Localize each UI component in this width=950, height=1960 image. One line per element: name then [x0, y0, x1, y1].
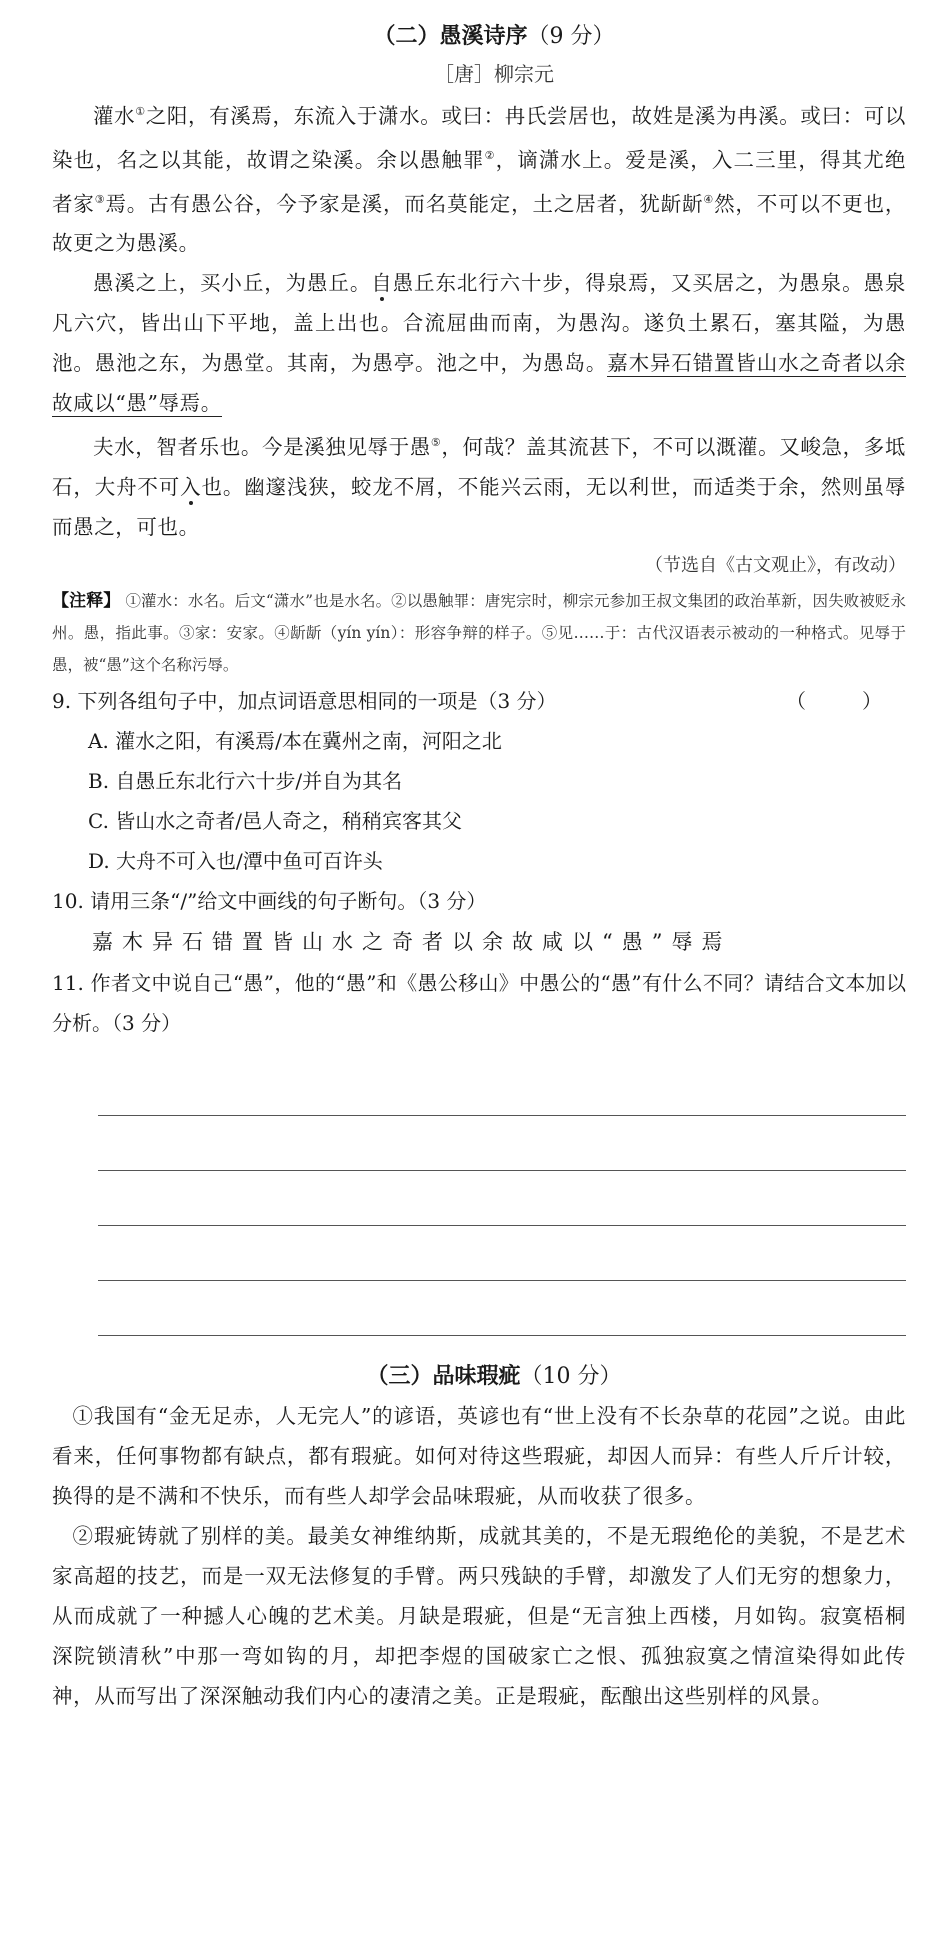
passage-paragraph-3: 夫水，智者乐也。今是溪独见辱于愚⑤，何哉？盖其流甚下，不可以溉灌。又峻急，多坻石，大舟不可入也。幽邃浅狭，蛟龙不屑，不能兴云雨，无以利世，而适类于余，然则虽辱而愚之，可也。 — [52, 435, 906, 540]
answer-line[interactable] — [98, 1281, 906, 1336]
passage-paragraph-1: 灌水①之阳，有溪焉，东流入于潇水。或曰：冉氏尝居也，故姓是溪为冉溪。或曰：可以染也，名之以其能，故谓之染溪。余以愚触罪②，谪潇水上。爱是溪，入二三里，得其尤绝者家③焉。古有愚公谷，今予家是溪，而名莫能定，土之居者，犹龂龂④然，不可以不更也，故更之为愚溪。 — [52, 103, 906, 256]
q11-answer-area[interactable] — [98, 1061, 906, 1336]
section2-score: （9 分） — [527, 24, 615, 49]
question-11-stem: 11. 作者文中说自己“愚”，他的“愚”和《愚公移山》中愚公的“愚”有什么不同？请结合文本加以分析。（3 分） — [52, 971, 906, 1036]
section3-paragraph-1: ①我国有“金无足赤，人无完人”的谚语，英谚也有“世上没有不长杂草的花园”之说。由此看来，任何事物都有缺点，都有瑕疵。如何对待这些瑕疵，却因人而异：有些人斤斤计较，换得的是不满和不快乐，而有些人却学会品味瑕疵，从而收获了很多。 — [52, 1404, 906, 1509]
question-10-stem: 10. 请用三条“/”给文中画线的句子断句。（3 分） — [52, 889, 487, 914]
dotted-word: 自 — [371, 271, 393, 296]
section2-title — [82, 16, 906, 56]
answer-line[interactable] — [98, 1061, 906, 1116]
annotations-label: 【注释】 — [52, 591, 121, 612]
answer-paren[interactable]: （ ） — [786, 689, 900, 714]
section3-title-text: （三）品味瑕疵 — [366, 1363, 521, 1390]
note-marker-3: ③ — [94, 192, 106, 206]
q9-option-c[interactable]: C. 皆山水之奇者/邑人奇之，稍稍宾客其父 — [88, 809, 463, 834]
section2-title-text: （二）愚溪诗序 — [373, 23, 528, 49]
note-marker-2: ② — [484, 148, 496, 162]
section3-title — [82, 1356, 906, 1396]
q9-option-a[interactable]: A. 灌水之阳，有溪焉/本在冀州之南，河阳之北 — [88, 729, 502, 754]
section2-author: ［唐］柳宗元 — [434, 62, 554, 86]
note-marker-1: ① — [135, 105, 146, 118]
passage-source: （节选自《古文观止》，有改动） — [645, 555, 906, 577]
annotations-text: ①灌水：水名。后文“潇水”也是水名。②以愚触罪：唐宪宗时，柳宗元参加王叔文集团的政治革新，因失败被贬永州。愚，指此事。③家：安家。④龂龂（yín yín）：形容争辩的样子。⑤见……于：古代汉语表示被动的一种格式。见辱于愚，被“愚”这个名称污辱。 — [52, 592, 906, 675]
q9-option-d[interactable]: D. 大舟不可入也/潭中鱼可百许头 — [88, 849, 383, 874]
annotations — [52, 585, 906, 681]
dotted-word: 入 — [180, 475, 202, 500]
answer-line[interactable] — [98, 1171, 906, 1226]
note-marker-4: ④ — [703, 192, 715, 206]
underlined-sentence: 嘉木异石错置皆山水之奇者以余故咸以“愚”辱焉。 — [52, 351, 906, 416]
question-9-stem: 9. 下列各组句子中，加点词语意思相同的一项是（3 分） （ ） — [52, 681, 906, 721]
section3-paragraph-2: ②瑕疵铸就了别样的美。最美女神维纳斯，成就其美的，不是无瑕绝伦的美貌，不是艺术家高超的技艺，而是一双无法修复的手臂。两只残缺的手臂，却激发了人们无穷的想象力，从而成就了一种撼人心魄的艺术美。月缺是瑕疵，但是“无言独上西楼，月如钩。寂寞梧桐深院锁清秋”中那一弯如钩的月，却把李煜的国破家亡之恨、孤独寂寞之情渲染得如此传神，从而写出了深深触动我们内心的凄清之美。正是瑕疵，酝酿出这些别样的风景。 — [52, 1524, 906, 1709]
q9-option-b[interactable]: B. 自愚丘东北行六十步/并自为其名 — [88, 769, 403, 794]
q10-sentence-to-punctuate[interactable]: 嘉木异石错置皆山水之奇者以余故咸以“愚”辱焉 — [92, 930, 732, 955]
note-marker-5: ⑤ — [430, 436, 442, 450]
section3-score: （10 分） — [520, 1364, 622, 1390]
answer-line[interactable] — [98, 1226, 906, 1281]
answer-line[interactable] — [98, 1116, 906, 1171]
passage-paragraph-2: 愚溪之上，买小丘，为愚丘。自愚丘东北行六十步，得泉焉，又买居之，为愚泉。愚泉凡六穴，皆出山下平地，盖上出也。合流屈曲而南，为愚沟。遂负土累石，塞其隘，为愚池。愚池之东，为愚堂。其南，为愚亭。池之中，为愚岛。嘉木异石错置皆山水之奇者以余故咸以“愚”辱焉。 — [52, 271, 906, 416]
